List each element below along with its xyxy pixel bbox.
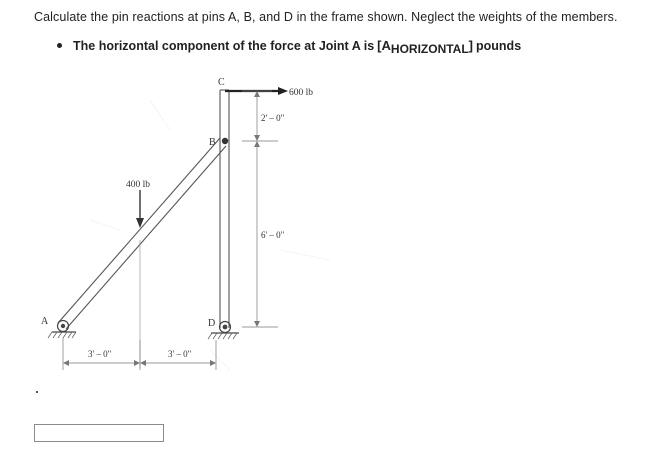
blank-open: [ (377, 38, 382, 53)
label-b: B (209, 137, 216, 148)
question-item-suffix: pounds (476, 39, 522, 53)
diagonal-member-ab (58, 138, 226, 329)
pin-b-icon (222, 138, 228, 144)
force-400-label: 400 lb (126, 180, 151, 190)
span-dimensions (63, 338, 216, 370)
question-text: Calculate the pin reactions at pins A, B, and D in the frame shown. Neglect the weights of the members. (34, 10, 618, 24)
label-c: C (218, 77, 225, 88)
frame-diagram (30, 70, 350, 380)
lower-height-label: 6' – 0" (261, 230, 285, 240)
force-600-label: 600 lb (289, 88, 314, 98)
blank-main: A (381, 38, 391, 53)
load-arrow-400 (136, 190, 144, 228)
bullet-dot-icon (57, 43, 62, 48)
right-span-label: 3' – 0" (168, 349, 192, 359)
question-item-prefix: The horizontal component of the force at Joint A is (73, 39, 375, 53)
blank-close: ] (468, 38, 474, 53)
vertical-member-cd (220, 90, 229, 328)
label-d: D (208, 318, 216, 329)
height-dimensions (242, 91, 278, 327)
blank-sub: HORIZONTAL (390, 42, 469, 56)
left-span-label: 3' – 0" (88, 349, 112, 359)
answer-blank-token (377, 38, 474, 56)
label-a: A (41, 316, 49, 327)
upper-height-label: 2' – 0" (261, 113, 285, 123)
stray-mark (36, 391, 38, 393)
question-item (57, 38, 522, 56)
answer-input[interactable] (34, 424, 164, 442)
